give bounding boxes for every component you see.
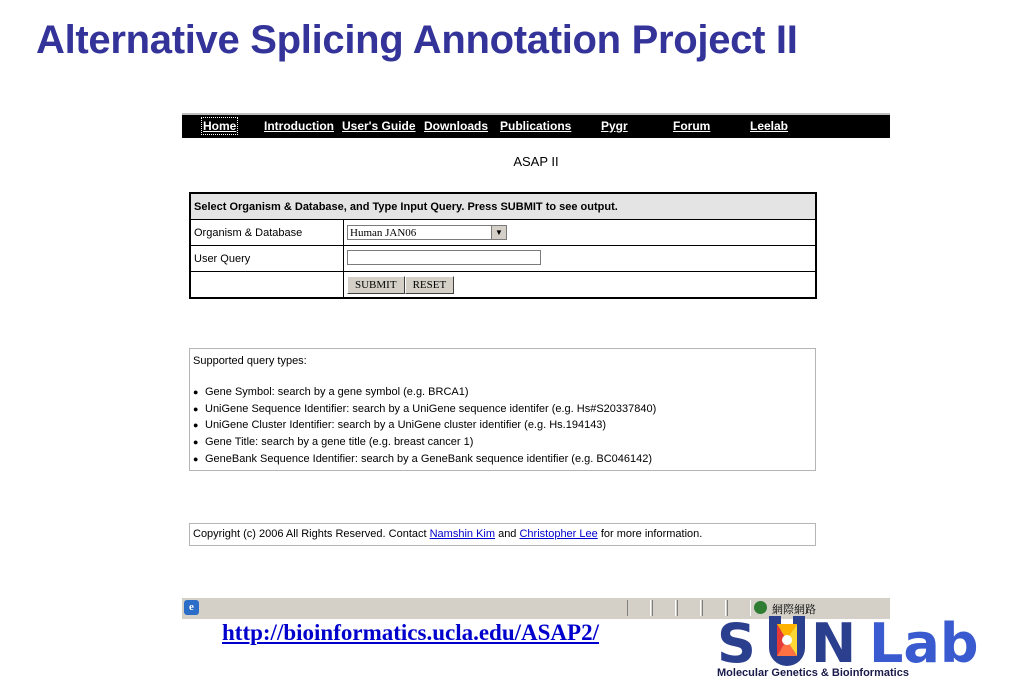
user-query-input[interactable] <box>347 250 541 265</box>
svg-text:Lab: Lab <box>869 612 979 668</box>
slide-title: Alternative Splicing Annotation Project II <box>36 18 798 62</box>
empty-cell <box>190 272 344 299</box>
svg-text:S: S <box>717 612 756 668</box>
status-panel <box>677 600 701 616</box>
user-query-label: User Query <box>190 246 344 272</box>
nav-users-guide-link[interactable]: User's Guide <box>342 119 416 133</box>
page-heading: ASAP II <box>513 154 559 169</box>
status-panel <box>627 600 651 616</box>
bullet-icon: ● <box>193 454 199 464</box>
organism-label: Organism & Database <box>190 220 344 246</box>
dropdown-arrow-icon[interactable]: ▼ <box>491 226 506 239</box>
bullet-icon: ● <box>193 437 199 447</box>
reset-button[interactable]: RESET <box>405 276 455 294</box>
nav-bar <box>182 113 890 138</box>
nav-pygr-link[interactable]: Pygr <box>601 119 628 133</box>
query-type-item: ● UniGene Cluster Identifier: search by a UniGene cluster identifier (e.g. Hs.194143) <box>193 419 607 431</box>
submit-button[interactable]: SUBMIT <box>347 276 405 294</box>
organism-select[interactable] <box>347 225 507 240</box>
nav-forum-link[interactable]: Forum <box>673 119 711 133</box>
nav-downloads-link[interactable]: Downloads <box>424 119 489 133</box>
nav-introduction-link[interactable]: Introduction <box>264 119 334 133</box>
query-form-table <box>189 192 817 299</box>
copyright-and: and <box>495 528 520 540</box>
contact-namshin-kim-link[interactable]: Namshin Kim <box>429 528 496 540</box>
bullet-icon: ● <box>193 420 199 430</box>
svg-text:N: N <box>811 612 857 668</box>
query-type-item: ● Gene Title: search by a gene title (e.g. breast cancer 1) <box>193 436 474 448</box>
sunlab-logo-mark <box>717 612 1017 668</box>
query-types-box <box>189 348 816 471</box>
internet-zone-text: 網際網路 <box>772 604 816 616</box>
browser-window <box>182 110 890 618</box>
bullet-icon: ● <box>193 404 199 414</box>
organism-select-value: Human JAN06 <box>350 227 417 239</box>
nav-leelab-link[interactable]: Leelab <box>750 119 789 133</box>
copyright-text: Copyright (c) 2006 All Rights Reserved. Contact <box>193 528 430 540</box>
query-type-item: ● Gene Symbol: search by a gene symbol (e.g. BRCA1) <box>193 386 469 398</box>
query-type-item: ● GeneBank Sequence Identifier: search by a GeneBank sequence identifier (e.g. BC046142) <box>193 453 653 465</box>
query-types-title: Supported query types: <box>193 355 307 367</box>
nav-publications-link[interactable]: Publications <box>500 119 572 133</box>
logo-tagline: Molecular Genetics & Bioinformatics <box>717 667 909 679</box>
status-panel <box>652 600 676 616</box>
copyright-suffix: for more information. <box>597 528 703 540</box>
form-instructions: Select Organism & Database, and Type Input Query. Press SUBMIT to see output. <box>190 193 816 220</box>
sunlab-logo <box>717 612 1017 682</box>
bullet-icon: ● <box>193 387 199 397</box>
ie-page-icon: e <box>184 600 199 615</box>
copyright-box <box>189 523 816 546</box>
query-type-item: ● UniGene Sequence Identifier: search by a UniGene sequence identifer (e.g. Hs#S20337840) <box>193 403 657 415</box>
nav-home-link[interactable]: Home <box>203 119 237 133</box>
contact-christopher-lee-link[interactable]: Christopher Lee <box>519 528 598 540</box>
asap2-url-link[interactable]: http://bioinformatics.ucla.edu/ASAP2/ <box>222 620 599 645</box>
